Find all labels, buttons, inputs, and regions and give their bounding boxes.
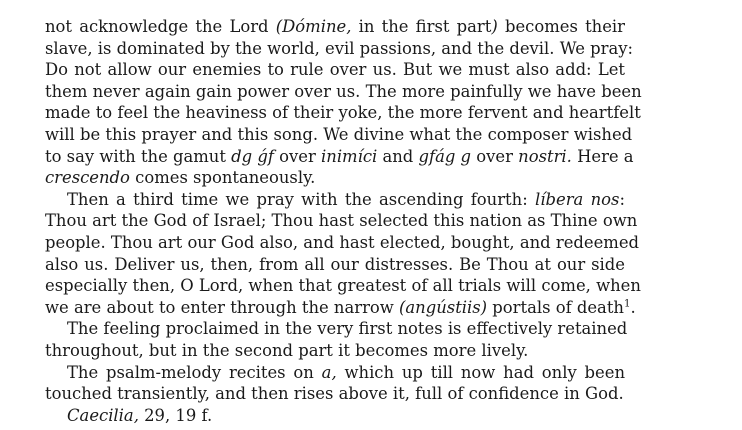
text-line: them never again gain power over us. The more painfully we have been	[45, 81, 642, 101]
text-line: Thou art the God of Israel; Thou hast selected this nation as Thine own	[45, 211, 638, 231]
paragraph	[45, 189, 641, 319]
italic-text: líbera nos	[535, 189, 620, 209]
italic-text: dg ǵf	[231, 146, 274, 166]
text-line: touched transiently, and then rises above it, full of confidence in God.	[45, 384, 624, 404]
text-line: Caecilia, 29, 19 f.	[67, 405, 213, 425]
document-page	[45, 16, 642, 426]
text-line: to say with the gamut dg ǵf over inimíci and gfág g over nostri. Here a	[45, 146, 634, 166]
italic-text: gfág g	[418, 146, 472, 166]
italic-text: a,	[321, 362, 337, 382]
text-line: The psalm-melody recites on a, which up till now had only been	[67, 362, 625, 382]
text-line: Then a third time we pray with the ascending fourth: líbera nos:	[67, 189, 625, 209]
italic-text: (Dómine,	[275, 17, 352, 36]
italic-text: )	[491, 17, 498, 36]
text-line: Do not allow our enemies to rule over us. But we must also add: Let	[45, 60, 625, 80]
text-line: we are about to enter through the narrow (angústiis) portals of death$^1$.	[45, 297, 636, 317]
text-line: crescendo comes spontaneously.	[45, 168, 316, 188]
paragraph	[45, 16, 642, 189]
text-line: also us. Deliver us, then, from all our distresses. Be Thou at our side	[45, 254, 625, 274]
text-line: made to feel the heaviness of their yoke, the more fervent and heartfelt	[45, 103, 641, 123]
footnote-marker: 1	[623, 298, 631, 310]
italic-text: Caecilia,	[67, 405, 139, 425]
text-line: will be this prayer and this song. We divine what the composer wished	[45, 124, 633, 144]
paragraph	[45, 318, 628, 361]
paragraph	[45, 405, 625, 427]
italic-text: nostri.	[518, 146, 572, 166]
text-line: slave, is dominated by the world, evil passions, and the devil. We pray:	[45, 38, 634, 58]
italic-text: (angústiis)	[399, 297, 488, 317]
paragraph	[45, 362, 625, 405]
text-line: The feeling proclaimed in the very first notes is effectively retained	[67, 319, 628, 339]
italic-text: inimíci	[321, 146, 378, 166]
italic-text: crescendo	[45, 168, 130, 188]
text-line: throughout, but in the second part it becomes more lively.	[45, 340, 529, 360]
text-line: not acknowledge the Lord (Dómine, in the first part) becomes their	[45, 17, 626, 36]
text-line: especially then, O Lord, when that greatest of all trials will come, when	[45, 276, 641, 296]
text-line: people. Thou art our God also, and hast elected, bought, and redeemed	[45, 232, 640, 252]
